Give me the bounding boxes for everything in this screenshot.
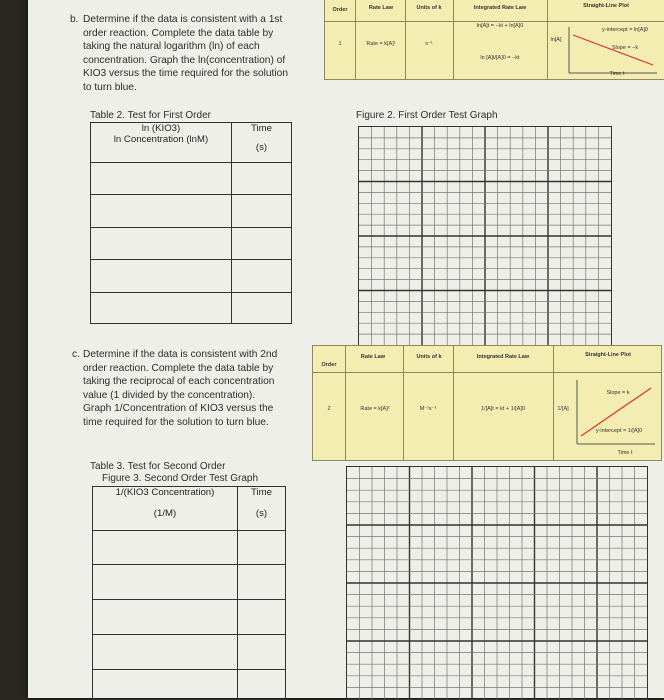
first-order-graph-grid[interactable] (358, 126, 612, 346)
kin1-plot-x: Time t (609, 71, 625, 77)
table3-cell[interactable] (238, 531, 286, 565)
table2 (90, 122, 292, 324)
table2-cell[interactable] (91, 293, 232, 324)
table3-cell[interactable] (238, 600, 286, 635)
kin1-integrated-b: ln [A]t/[A]0 = −kt (480, 55, 520, 61)
kin2-header-units: Units of k (416, 354, 442, 360)
kin2-header-rate-law: Rate Law (360, 354, 386, 360)
table3-cell[interactable] (93, 670, 238, 700)
section-b-text (83, 13, 333, 95)
kin2-header-integrated: Integrated Rate Law (476, 354, 530, 360)
kin1-plot-slope: Slope = −k (611, 45, 639, 51)
kin1-header-units: Units of k (416, 5, 442, 11)
kin2-plot-y: 1/[A] (557, 406, 569, 412)
section-b-label: b. (70, 14, 79, 25)
section-b-line: order reaction. Complete the data table by (83, 27, 274, 39)
table2-col2-line: Time (251, 123, 272, 134)
table3-col1-header (93, 487, 238, 531)
kin2-rate-law: Rate = k[A]² (360, 406, 390, 412)
kin1-header-integrated: Integrated Rate Law (473, 5, 527, 11)
table2-col1-header (91, 123, 232, 163)
table3-col2-header (238, 487, 286, 531)
section-c-line: value (1 divided by the concentration). (83, 389, 256, 401)
kin1-header-rate-law: Rate Law (368, 5, 394, 11)
section-b-line: taking the natural logarithm (ln) of each (83, 41, 260, 53)
first-order-reference-table (324, 0, 664, 80)
table2-cell[interactable] (232, 163, 292, 195)
kin2-plot-intercept: y-intercept = 1/[A]0 (595, 428, 643, 434)
kin2-header-plot: Straight-Line Plot (585, 352, 631, 358)
table3-title: Table 3. Test for Second Order (90, 461, 226, 472)
table2-cell[interactable] (232, 228, 292, 260)
table2-col2-line: (s) (255, 142, 268, 153)
table3-cell[interactable] (93, 531, 238, 565)
table2-col2-header (232, 123, 292, 163)
section-c-line: order reaction. Complete the data table by (83, 362, 274, 374)
section-b-line: KIO3 versus the time required for the solution (83, 68, 288, 80)
kin2-plot-slope: Slope = k (606, 390, 630, 396)
figure3-caption: Figure 3. Second Order Test Graph (102, 473, 259, 484)
graph-paper-lines (347, 467, 647, 699)
table3-cell[interactable] (93, 565, 238, 600)
section-c-line: taking the reciprocal of each concentration (83, 376, 275, 388)
kin2-header-order: Order (321, 362, 337, 368)
section-b-line: concentration. Graph the ln(concentration) of (83, 54, 286, 66)
worksheet-page (28, 0, 664, 698)
table2-cell[interactable] (91, 260, 232, 293)
kin2-plot-x: Time t (617, 450, 633, 456)
table2-cell[interactable] (91, 228, 232, 260)
kin1-order: 1 (338, 41, 342, 47)
kin2-plot-sketch (573, 378, 657, 450)
kin1-plot-intercept: y-intercept = ln[A]0 (601, 27, 648, 33)
table3-col2-line: Time (251, 487, 272, 498)
kin1-rate-law: Rate = k[A]¹ (366, 41, 396, 47)
table3-col1-line: (1/M) (153, 508, 177, 519)
table2-cell[interactable] (232, 195, 292, 228)
table3-col1-line: 1/(KIO3 Concentration) (115, 487, 215, 498)
table2-cell[interactable] (91, 195, 232, 228)
kin2-integrated: 1/[A]t = kt + 1/[A]0 (480, 406, 526, 412)
kin2-order: 2 (327, 406, 331, 412)
kin1-units: s⁻¹ (425, 41, 433, 47)
table2-cell[interactable] (232, 260, 292, 293)
table2-cell[interactable] (232, 293, 292, 324)
table3-cell[interactable] (93, 635, 238, 670)
table3-cell[interactable] (93, 600, 238, 635)
figure2-title: Figure 2. First Order Test Graph (356, 110, 498, 121)
section-b-line: Determine if the data is consistent with a 1st (83, 14, 283, 25)
kin1-integrated-a: ln[A]t = −kt + ln[A]0 (476, 23, 524, 29)
table2-title: Table 2. Test for First Order (90, 110, 211, 121)
table3-cell[interactable] (238, 670, 286, 700)
section-c-label: c. (72, 349, 80, 360)
table3-col2-line: (s) (255, 508, 268, 519)
table2-cell[interactable] (91, 163, 232, 195)
table3-cell[interactable] (238, 565, 286, 600)
kin1-header-plot: Straight-Line Plot (583, 3, 629, 9)
section-c-line: time required for the solution to turn blue. (83, 416, 269, 428)
graph-paper-lines (359, 127, 611, 345)
section-c-line: Determine if the data is consistent with 2nd (83, 349, 278, 360)
kin1-header-order: Order (332, 7, 348, 13)
kin2-units: M⁻¹s⁻¹ (419, 406, 437, 412)
table3 (92, 486, 286, 700)
second-order-reference-table (312, 345, 662, 461)
table2-col1-line: ln (KIO3) (141, 123, 181, 134)
section-c-line: Graph 1/Concentration of KIO3 versus the (83, 403, 274, 415)
second-order-graph-grid[interactable] (346, 466, 648, 700)
section-b-line: to turn blue. (83, 81, 137, 93)
kin1-plot-y: ln[A] (550, 37, 562, 43)
table2-col1-line: ln Concentration (lnM) (113, 134, 209, 145)
section-c-text (83, 348, 333, 430)
table3-cell[interactable] (238, 635, 286, 670)
